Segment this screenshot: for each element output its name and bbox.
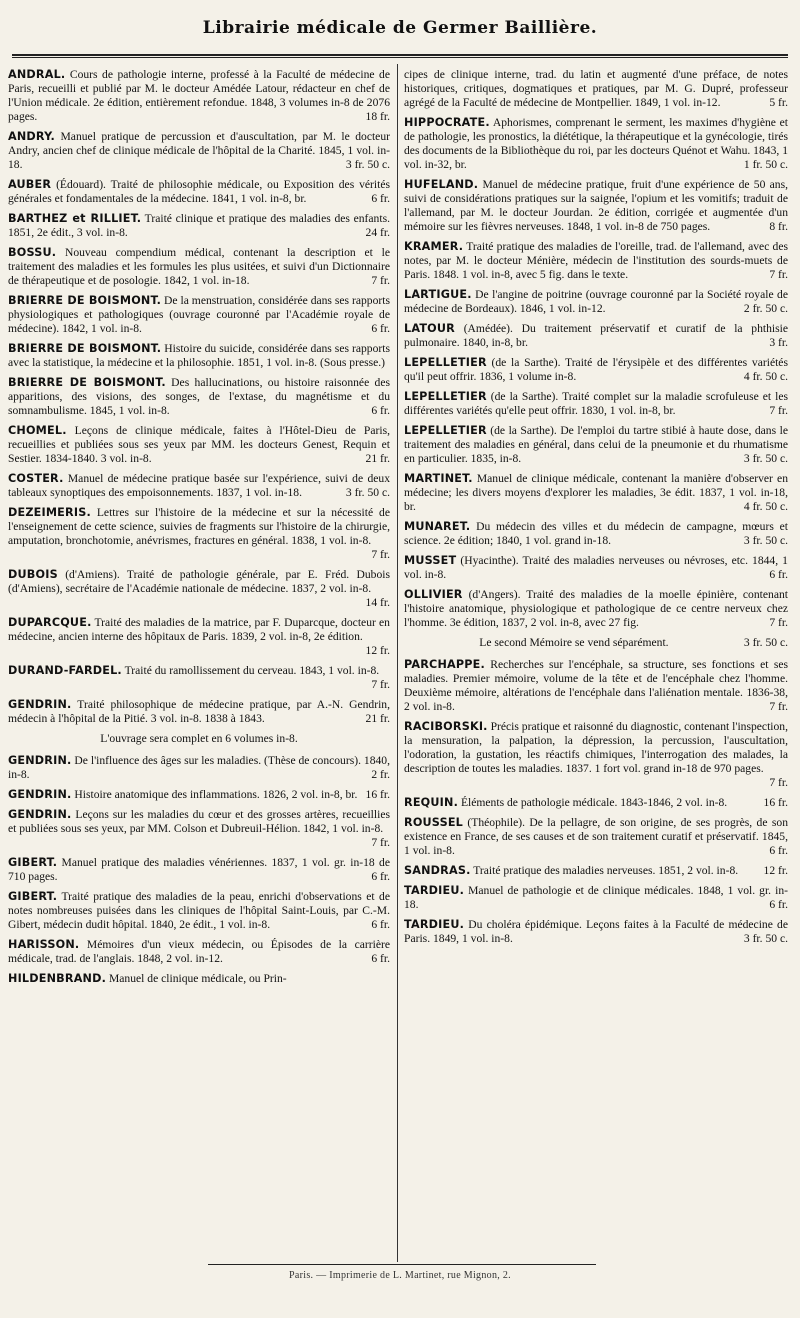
author-qualifier: (de la Sarthe). xyxy=(490,424,557,437)
entry-price: 3 fr. 50 c. xyxy=(345,486,390,499)
catalog-entry xyxy=(8,664,390,692)
author-name: PARCHAPPE. xyxy=(404,658,485,671)
catalog-entry xyxy=(404,554,788,582)
entry-price: 3 fr. 50 c. xyxy=(345,158,390,171)
author-name: DUPARCQUE. xyxy=(8,616,92,629)
entry-price: 7 fr. xyxy=(769,700,788,713)
catalog-entry xyxy=(8,294,390,336)
author-qualifier: (Édouard). xyxy=(56,178,106,191)
catalog-entry xyxy=(404,390,788,418)
note-text: Le second Mémoire se vend séparément. xyxy=(479,636,669,649)
entry-price: 16 fr. xyxy=(763,796,788,809)
entry-description: Lettres sur l'histoire de la médecine et sur la nécessité de l'enseignement de cette science, suivies de fragments sur l'histoire de la chirurgie, amputation, bronchotomie, anévrismes, fractures en général. 1838, 1 vol. in-8. xyxy=(8,506,390,547)
author-qualifier: (d'Amiens). xyxy=(65,568,120,581)
column-divider xyxy=(397,64,398,1262)
entry-price: 3 fr. xyxy=(769,336,788,349)
catalog-entry xyxy=(404,472,788,514)
entry-description: Traité des maladies de la moelle épinière, contenant l'histoire anatomique, physiologique et pathologique de ce centre nerveux chez l'homme. 3e édition, 1837, 2 vol. in-8, avec 27 fig. xyxy=(404,588,788,629)
entry-description: Mémoires d'un vieux médecin, ou Épisodes de la carrière médicale, trad. de l'anglais. 1848, 2 vol. in-12. xyxy=(8,938,390,965)
author-name: BRIERRE DE BOISMONT. xyxy=(8,376,166,389)
entry-price: 5 fr. xyxy=(769,96,788,109)
entry-price: 6 fr. xyxy=(769,898,788,911)
catalog-entry xyxy=(404,796,788,810)
author-name: BOSSU. xyxy=(8,246,57,259)
catalog-entry xyxy=(404,658,788,714)
catalog-entry xyxy=(404,918,788,946)
author-name: BARTHEZ et RILLIET. xyxy=(8,212,142,225)
catalog-entry xyxy=(8,890,390,932)
entry-description: cipes de clinique interne, trad. du latin et augmenté d'une préface, de notes historiques, critiques, dogmatiques et pratiques, par M. G. Dupré, professeur agrégé de la Faculté de médecine de Montpellier. 1849, 1 vol. in-12. xyxy=(404,68,788,109)
entry-description: Traité pratique des maladies de l'oreille, trad. de l'allemand, avec des notes, par M. le docteur Ménière, médecin de l'institution des sourds-muets de Paris. 1848. 1 vol. in-8, avec 5 fig. dans le texte. xyxy=(404,240,788,281)
author-name: ANDRAL. xyxy=(8,68,66,81)
author-name: OLLIVIER xyxy=(404,588,463,601)
entry-description: Traité des maladies de la matrice, par F. Duparcque, docteur en médecine, ancien interne des hôpitaux de Paris. 1839, 2 vol. in-8, 2e édition. xyxy=(8,616,390,643)
catalog-entry xyxy=(8,342,390,370)
catalog-entry xyxy=(8,788,390,802)
page-title: Librairie médicale de Germer Baillière. xyxy=(202,18,598,38)
author-name: GENDRIN. xyxy=(8,754,72,767)
entry-price: 7 fr. xyxy=(371,274,390,287)
entry-description: Du choléra épidémique. Leçons faites à la Faculté de médecine de Paris. 1849, 1 vol. in-8. xyxy=(404,918,788,945)
entry-description: Traité pratique des maladies de la peau, enrichi d'observations et de notes nombreuses puisées dans les cliniques de l'hôpital Saint-Louis, par C.-M. Gibert, médecin dudit hôpital. 1840, 2e édit., 1 vol. in-8. xyxy=(8,890,390,931)
entry-price: 2 fr. xyxy=(371,768,390,781)
author-name: HUFELAND. xyxy=(404,178,479,191)
footer-rule xyxy=(208,1264,596,1265)
catalog-entry xyxy=(8,972,390,986)
entry-price: 16 fr. xyxy=(365,788,390,801)
entry-price: 6 fr. xyxy=(371,322,390,335)
catalog-entry xyxy=(8,246,390,288)
catalog-entry xyxy=(404,424,788,466)
entry-price: 21 fr. xyxy=(365,452,390,465)
catalog-entry xyxy=(404,720,788,790)
entry-price: 2 fr. 50 c. xyxy=(743,302,788,315)
entry-description: Histoire anatomique des inflammations. 1826, 2 vol. in-8, br. xyxy=(74,788,358,801)
entry-description: Aphorismes, comprenant le serment, les maximes d'hygiène et de pathologie, les pronostics, la diététique, la thérapeutique et la gynécologie, tirés des documents de la Bibliothèque du roi, par les docteurs Quénot et Wahu. 1843, 1 vol. in-32, br. xyxy=(404,116,788,171)
series-note: L'ouvrage sera complet en 6 volumes in-8. xyxy=(100,732,298,745)
entry-price: 12 fr. xyxy=(763,864,788,877)
printer-footer: Paris. — Imprimerie de L. Martinet, rue Mignon, 2. xyxy=(289,1270,511,1281)
author-name: MARTINET. xyxy=(404,472,473,485)
entry-description: Des hallucinations, ou histoire raisonnée des apparitions, des visions, des songes, de l'extase, du magnétisme et du somnambulisme. 1845, 1 vol. in-8. xyxy=(8,376,390,417)
entry-price: 6 fr. xyxy=(371,918,390,931)
author-name: RACIBORSKI. xyxy=(404,720,488,733)
author-qualifier: (Théophile). xyxy=(467,816,526,829)
entry-description: Manuel de clinique médicale, ou Prin- xyxy=(108,972,287,985)
entry-price: 3 fr. 50 c. xyxy=(743,452,788,465)
author-qualifier: (Amédée). xyxy=(463,322,513,335)
entry-price: 18 fr. xyxy=(365,110,390,123)
entry-description: Traité du ramollissement du cerveau. 1843, 1 vol. in-8. xyxy=(124,664,380,677)
entry-price: 7 fr. xyxy=(769,776,788,789)
author-name: CHOMEL. xyxy=(8,424,67,437)
author-name: LEPELLETIER xyxy=(404,390,487,403)
entry-price: 3 fr. 50 c. xyxy=(743,534,788,547)
entry-description: Manuel de clinique médicale, contenant la manière d'observer en médecine; les divers moyens d'explorer les maladies, 3e édit. 1837, 1 vol. in-18, br. xyxy=(404,472,788,513)
entry-description: Manuel de pathologie et de clinique médicales. 1848, 1 vol. gr. in-18. xyxy=(404,884,788,911)
author-name: GENDRIN. xyxy=(8,698,72,711)
author-name: LEPELLETIER xyxy=(404,424,487,437)
catalog-entry xyxy=(8,568,390,610)
entry-price: 7 fr. xyxy=(769,404,788,417)
catalog-entry xyxy=(8,616,390,658)
entry-price: 8 fr. xyxy=(769,220,788,233)
entry-description: Cours de pathologie interne, professé à la Faculté de médecine de Paris, recueilli et publié par M. le docteur Amédée Latour, rédacteur en chef de l'Union médicale. 2e édition, entièrement refondue. 1848, 3 volumes in-8 de 2076 pages. xyxy=(8,68,390,123)
author-name: TARDIEU. xyxy=(404,884,465,897)
catalog-entry xyxy=(404,588,788,630)
entry-price: 6 fr. xyxy=(371,192,390,205)
entry-price: 6 fr. xyxy=(769,844,788,857)
catalog-entry xyxy=(404,864,788,878)
entry-description: Traité des maladies nerveuses ou névroses, etc. 1844, 1 vol. in-8. xyxy=(404,554,788,581)
author-name: LEPELLETIER xyxy=(404,356,487,369)
entry-description: Éléments de pathologie médicale. 1843-1846, 2 vol. in-8. xyxy=(460,796,728,809)
entry-price: 7 fr. xyxy=(371,836,390,849)
separate-sale-note xyxy=(404,636,788,650)
catalog-entry-continued xyxy=(404,68,788,110)
entry-price: 3 fr. 50 c. xyxy=(743,932,788,945)
catalog-entry xyxy=(404,520,788,548)
catalog-entry xyxy=(404,288,788,316)
author-name: BRIERRE DE BOISMONT. xyxy=(8,294,162,307)
entry-description: Manuel pratique de percussion et d'auscultation, par M. le docteur Andry, ancien chef de clinique médicale de l'hôpital de la Charité. 1845, 1 vol. in-18. xyxy=(8,130,390,171)
catalog-page xyxy=(8,0,792,1318)
entry-price: 14 fr. xyxy=(365,596,390,609)
author-name: MUNARET. xyxy=(404,520,471,533)
entry-price: 4 fr. 50 c. xyxy=(743,500,788,513)
entry-description: Du traitement préservatif et curatif de la phthisie pulmonaire. 1840, in-8, br. xyxy=(404,322,788,349)
entry-price: 21 fr. xyxy=(365,712,390,725)
entry-description: Traité de philosophie médicale, ou Exposition des vérités générales et fondamentales de la médecine. 1841, 1 vol. in-8, br. xyxy=(8,178,390,205)
entry-description: Du médecin des villes et du médecin de campagne, mœurs et science. 2e édition; 1840, 1 vol. grand in-18. xyxy=(404,520,788,547)
author-name: DURAND-FARDEL. xyxy=(8,664,122,677)
title-rule xyxy=(12,54,788,58)
author-name: HILDENBRAND. xyxy=(8,972,107,985)
entry-description: Traité pratique des maladies nerveuses. 1851, 2 vol. in-8. xyxy=(473,864,739,877)
entry-price: 7 fr. xyxy=(371,678,390,691)
author-name: DEZEIMERIS. xyxy=(8,506,91,519)
entry-description: De l'emploi du tartre stibié à haute dose, dans le traitement des maladies en général, dans celui de la pneumonie et du rhumatisme en particulier. 1835, in-8. xyxy=(404,424,788,465)
entry-description: Nouveau compendium médical, contenant la description et le traitement des maladies et les formules les plus usitées, et suivi d'un Dictionnaire de thérapeutique et de posologie. 1842, 1 vol. in-18. xyxy=(8,246,390,287)
catalog-entry xyxy=(8,856,390,884)
left-column xyxy=(8,68,390,1260)
author-qualifier: (Hyacinthe). xyxy=(460,554,519,567)
catalog-entry xyxy=(8,68,390,124)
author-name: ANDRY. xyxy=(8,130,56,143)
catalog-entry xyxy=(8,424,390,466)
catalog-entry xyxy=(8,698,390,726)
catalog-entry xyxy=(404,322,788,350)
catalog-entry xyxy=(404,816,788,858)
author-name: REQUIN. xyxy=(404,796,459,809)
author-name: COSTER. xyxy=(8,472,64,485)
author-name: AUBER xyxy=(8,178,52,191)
entry-price: 6 fr. xyxy=(371,870,390,883)
entry-price: 12 fr. xyxy=(365,644,390,657)
catalog-entry xyxy=(8,808,390,850)
entry-description: Manuel pratique des maladies vénériennes. 1837, 1 vol. gr. in-18 de 710 pages. xyxy=(8,856,390,883)
author-name: KRAMER. xyxy=(404,240,464,253)
author-qualifier: (de la Sarthe). xyxy=(491,356,561,369)
entry-price: 6 fr. xyxy=(371,404,390,417)
catalog-entry xyxy=(8,938,390,966)
catalog-entry xyxy=(8,754,390,782)
author-name: DUBOIS xyxy=(8,568,58,581)
entry-description: Manuel de médecine pratique basée sur l'expérience, suivi de deux tableaux synoptiques des empoisonnements. 1837, 1 vol. in-18. xyxy=(8,472,390,499)
catalog-entry xyxy=(404,240,788,282)
entry-description: Traité de pathologie générale, par E. Fréd. Dubois (d'Amiens), secrétaire de l'Académie nationale de médecine. 1837, 2 vol. in-8. xyxy=(8,568,390,595)
catalog-entry xyxy=(404,356,788,384)
entry-description: De l'influence des âges sur les maladies. (Thèse de concours). 1840, in-8. xyxy=(8,754,390,781)
entry-description: Précis pratique et raisonné du diagnostic, contenant l'inspection, la mensuration, la palpation, la dépression, la percussion, l'auscultation, l'odoration, la gustation, les réactifs chimiques, l'interrogation des malades, la description de toutes les maladies. 1837. 1 fort vol. grand in-18 de 970 pages. xyxy=(404,720,788,775)
entry-price: 7 fr. xyxy=(371,548,390,561)
entry-price: 1 fr. 50 c. xyxy=(743,158,788,171)
entry-description: Recherches sur l'encéphale, sa structure, ses fonctions et ses maladies. Premier mémoire, volume de la tête et de l'encéphale chez l'homme. Deuxième mémoire, altérations de l'encéphale dans l'aliénation mentale. 1836-38, 2 vol. in-8. xyxy=(404,658,788,713)
catalog-entry xyxy=(404,884,788,912)
author-name: GIBERT. xyxy=(8,890,58,903)
entry-description: Leçons de clinique médicale, faites à l'Hôtel-Dieu de Paris, recueillies et publiées sous ses yeux par MM. les docteurs Genest, Requin et Sestier. 1834-1840. 3 vol. in-8. xyxy=(8,424,390,465)
author-qualifier: (d'Angers). xyxy=(468,588,521,601)
author-name: GIBERT. xyxy=(8,856,58,869)
right-column xyxy=(404,68,788,1260)
entry-description: Leçons sur les maladies du cœur et des grosses artères, recueillies et publiées sous ses yeux, par MM. Colson et Dubreuil-Hélion. 1842, 1 vol. in-8. xyxy=(8,808,390,835)
entry-price: 6 fr. xyxy=(769,568,788,581)
author-qualifier: (de la Sarthe). xyxy=(490,390,559,403)
author-name: GENDRIN. xyxy=(8,808,72,821)
author-name: ROUSSEL xyxy=(404,816,463,829)
author-name: SANDRAS. xyxy=(404,864,471,877)
entry-price: 4 fr. 50 c. xyxy=(743,370,788,383)
entry-description: Histoire du suicide, considérée dans ses rapports avec la statistique, la médecine et la philosophie. 1851, 1 vol. in-8. (Sous presse.) xyxy=(8,342,390,369)
entry-price: 7 fr. xyxy=(769,616,788,629)
entry-description: Traité philosophique de médecine pratique, par A.-N. Gendrin, médecin à l'hôpital de la Pitié. 3 vol. in-8. 1838 à 1843. xyxy=(8,698,390,725)
catalog-entry xyxy=(8,506,390,562)
catalog-entry xyxy=(8,376,390,418)
author-name: GENDRIN. xyxy=(8,788,72,801)
catalog-entry xyxy=(8,212,390,240)
author-name: HIPPOCRATE. xyxy=(404,116,490,129)
catalog-entry xyxy=(404,116,788,172)
author-name: BRIERRE DE BOISMONT. xyxy=(8,342,162,355)
author-name: LARTIGUE. xyxy=(404,288,472,301)
entry-description: De l'angine de poitrine (ouvrage couronné par la Société royale de médecine de Bordeaux). 1846, 1 vol. in-12. xyxy=(404,288,788,315)
entry-description: Manuel de médecine pratique, fruit d'une expérience de 50 ans, suivi de considérations pratiques sur la saignée, l'opium et les vomitifs; traduit de l'allemand, par M. le docteur Jourdan. 2e édition, corrigée et augmentée d'un mémoire sur les fièvres nerveuses. 1848, 1 vol. in-8 de 750 pages. xyxy=(404,178,788,233)
catalog-entry xyxy=(8,178,390,206)
entry-description: De la menstruation, considérée dans ses rapports physiologiques et pathologiques (ouvrage couronné par l'Académie royale de médecine). 1842, 1 vol. in-8. xyxy=(8,294,390,335)
author-name: TARDIEU. xyxy=(404,918,465,931)
entry-price: 7 fr. xyxy=(769,268,788,281)
author-name: MUSSET xyxy=(404,554,457,567)
entry-description: Traité clinique et pratique des maladies des enfants. 1851, 2e édit., 3 vol. in-8. xyxy=(8,212,390,239)
entry-description: Traité complet sur la maladie scrofuleuse et les différentes variétés qu'elle peut offrir. 1830, 1 vol. in-8, br. xyxy=(404,390,788,417)
catalog-entry xyxy=(8,130,390,172)
entry-price: 6 fr. xyxy=(371,952,390,965)
catalog-entry xyxy=(404,178,788,234)
catalog-entry xyxy=(8,472,390,500)
entry-price: 24 fr. xyxy=(365,226,390,239)
note-price: 3 fr. 50 c. xyxy=(743,636,788,649)
entry-description: Traité de l'érysipèle et des différentes variétés qu'il peut offrir. 1836, 1 volume in-8. xyxy=(404,356,788,383)
author-name: LATOUR xyxy=(404,322,455,335)
entry-description: De la pellagre, de son origine, de ses progrès, de son existence en France, de ses causes et de son traitement curatif et préservatif. 1845, 1 vol. in-8. xyxy=(404,816,788,857)
author-name: HARISSON. xyxy=(8,938,80,951)
